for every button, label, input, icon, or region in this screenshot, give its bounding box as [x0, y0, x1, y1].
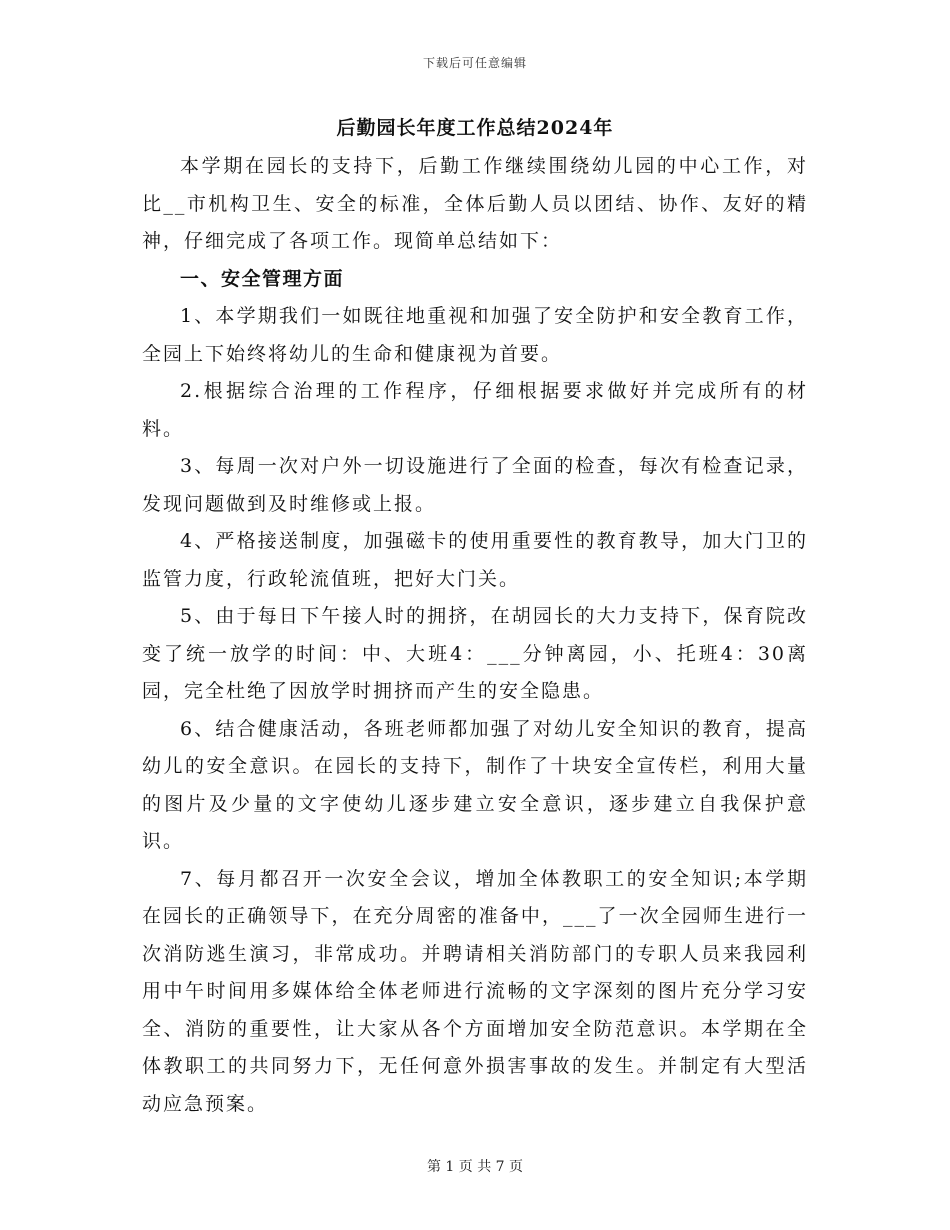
list-item: 3、每周一次对户外一切设施进行了全面的检查，每次有检查记录，发现问题做到及时维修或上报。 — [142, 455, 808, 515]
list-item: 7、每月都召开一次安全会议，增加全体教职工的安全知识;本学期在园长的正确领导下，在充分周密的准备中，___了一次全园师生进行一次消防逃生演习，非常成功。并聘请相关消防部门的专职人员来我园利用中午时间用多媒体给全体老师进行流畅的文字深刻的图片充分学习安全、消防的重要性，让大家从各个方面增加安全防范意识。本学期在全体教职工的共同努力下，无任何意外损害事故的发生。并制定有大型活动应急预案。 — [142, 867, 808, 1115]
intro-paragraph: 本学期在园长的支持下，后勤工作继续围绕幼儿园的中心工作，对比__市机构卫生、安全的标准，全体后勤人员以团结、协作、友好的精神，仔细完成了各项工作。现简单总结如下： — [142, 155, 808, 252]
list-item: 4、严格接送制度，加强磁卡的使用重要性的教育教导，加大门卫的监管力度，行政轮流值班，把好大门关。 — [142, 530, 808, 590]
list-item: 2.根据综合治理的工作程序，仔细根据要求做好并完成所有的材料。 — [142, 380, 808, 440]
header-note: 下载后可任意编辑 — [422, 56, 527, 70]
document-title: 后勤园长年度工作总结2024年 — [336, 117, 614, 139]
section-heading: 一、安全管理方面 — [180, 267, 345, 290]
document-body — [142, 148, 808, 1123]
list-item: 1、本学期我们一如既往地重视和加强了安全防护和安全教育工作，全园上下始终将幼儿的生命和健康视为首要。 — [142, 305, 808, 365]
list-item: 6、结合健康活动，各班老师都加强了对幼儿安全知识的教育，提高幼儿的安全意识。在园长的支持下，制作了十块安全宣传栏，利用大量的图片及少量的文字使幼儿逐步建立安全意识，逐步建立自我保护意识。 — [142, 717, 808, 852]
page-number: 第 1 页 共 7 页 — [426, 1159, 524, 1175]
list-item: 5、由于每日下午接人时的拥挤，在胡园长的大力支持下，保育院改变了统一放学的时间：中、大班4：___分钟离园，小、托班4：30离园，完全杜绝了因放学时拥挤而产生的安全隐患。 — [142, 605, 808, 702]
